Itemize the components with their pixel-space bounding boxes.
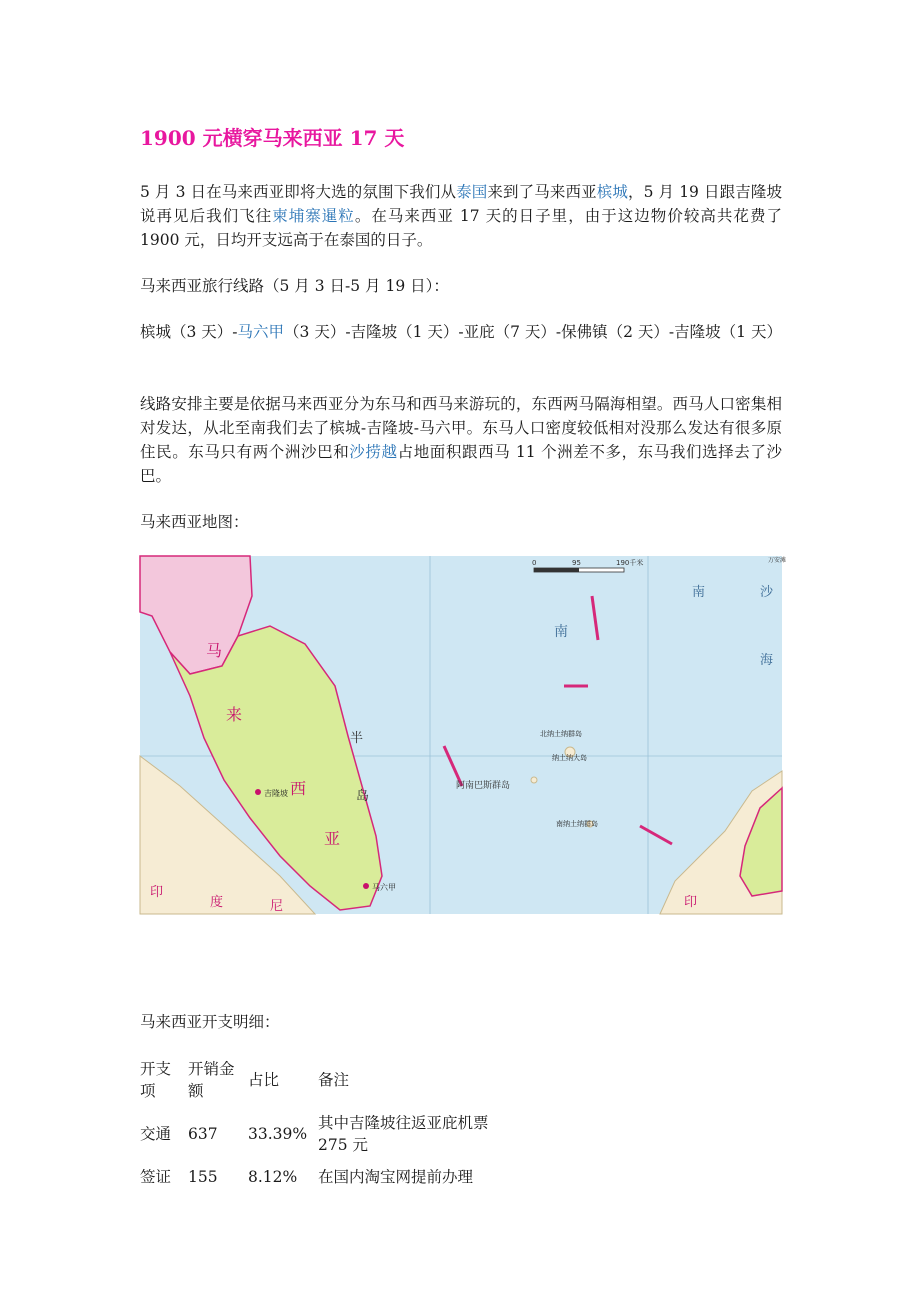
table-cell: 33.39% xyxy=(248,1125,308,1143)
map-scale-bar-fill xyxy=(534,568,579,572)
link-malacca[interactable]: 马六甲 xyxy=(237,323,285,341)
map-scale-95: 95 xyxy=(572,559,581,567)
intro-text-1: 5 月 3 日在马来西亚即将大选的氛围下我们从 xyxy=(140,183,457,201)
table-header-row xyxy=(140,1058,524,1112)
table-header-cell: 开支项 xyxy=(140,1060,172,1100)
table-cell: 其中吉隆坡往返亚庇机票 275 元 xyxy=(318,1114,489,1154)
map-region-label: 半 xyxy=(350,731,364,746)
link-penang[interactable]: 槟城 xyxy=(596,183,628,201)
table-cell: 在国内淘宝网提前办理 xyxy=(318,1168,474,1186)
map-country-label: 亚 xyxy=(324,829,341,848)
map-island-label: 阿南巴斯群岛 xyxy=(456,781,511,791)
page-title: 1900 元横穿马来西亚 17 天 xyxy=(140,126,405,150)
costs-heading: 马来西亚开支明细： xyxy=(140,1013,280,1031)
table-cell: 8.12% xyxy=(248,1168,298,1186)
plan-text-2: 占地面积跟西马 11 个洲差不多，东马我们选择去了沙巴。 xyxy=(140,443,782,485)
link-thailand[interactable]: 泰国 xyxy=(456,183,488,201)
map-city-dot xyxy=(363,883,369,889)
map-country-label: 西 xyxy=(290,779,307,798)
map-city-dot xyxy=(255,789,261,795)
link-sarawak[interactable]: 沙捞越 xyxy=(349,443,398,461)
map-city-label: 马六甲 xyxy=(372,883,396,892)
map-scale-0: 0 xyxy=(532,559,537,567)
intro-text-3: ，5 月 19 日跟吉隆坡说再见后我们飞往 xyxy=(140,183,782,225)
map-region-label: 岛 xyxy=(356,789,370,804)
route-text-2: （3 天）-吉隆坡（1 天）-亚庇（7 天）-保佛镇（2 天）-吉隆坡（1 天） xyxy=(284,323,782,341)
map-scale-190: 190千米 xyxy=(616,559,644,567)
intro-text-4: 。在马来西亚 17 天的日子里，由于这边物价较高共花费了 1900 元，日均开支远高于在泰国的日子。 xyxy=(140,207,782,249)
table-row xyxy=(140,1112,524,1166)
map-country-label: 印 xyxy=(684,895,698,910)
map-city-label: 吉隆坡 xyxy=(264,789,288,798)
table-header-cell: 占比 xyxy=(248,1071,280,1089)
table-cell: 签证 xyxy=(140,1168,172,1186)
table-header-cell: 备注 xyxy=(318,1071,350,1089)
route-paragraph xyxy=(140,320,782,344)
map-sea-label: 南 xyxy=(554,624,568,640)
intro-paragraph xyxy=(140,180,782,252)
map-country-label: 印 xyxy=(150,885,164,900)
map-country-label: 来 xyxy=(226,705,243,724)
plan-text-1: 线路安排主要是依据马来西亚分为东马和西马来游玩的，东西两马隔海相望。西马人口密集相对发达，从北至南我们去了槟城-吉隆坡-马六甲。东马人口密度较低相对没那么发达有很多原住民。东马只有两个洲沙巴和 xyxy=(140,395,782,461)
table-cell: 155 xyxy=(188,1168,218,1186)
table-cell: 637 xyxy=(188,1125,218,1143)
map-island-label: 纳土纳大岛 xyxy=(552,754,587,762)
map-country-label: 马 xyxy=(206,641,223,660)
map-sea-label: 沙 xyxy=(760,585,774,600)
intro-text-2: 来到了马来西亚 xyxy=(487,183,597,201)
plan-paragraph xyxy=(140,392,782,488)
map-heading: 马来西亚地图： xyxy=(140,513,249,531)
map-island-label: 南纳土纳群岛 xyxy=(556,820,598,828)
table-row xyxy=(140,1166,524,1198)
map-sea-label: 南 xyxy=(692,585,706,600)
costs-table xyxy=(140,1058,524,1198)
map-island-label: 北纳土纳群岛 xyxy=(540,730,582,738)
table-cell: 交通 xyxy=(140,1125,172,1143)
map-country-label: 尼 xyxy=(270,899,284,914)
link-siem-reap[interactable]: 柬埔寨暹粒 xyxy=(272,207,355,225)
table-header-cell: 开销金额 xyxy=(188,1060,235,1100)
route-text-1: 槟城（3 天）- xyxy=(140,323,238,341)
map-place-label: 万安滩 xyxy=(768,557,787,564)
map-island-anambas xyxy=(531,777,537,783)
malaysia-map xyxy=(140,556,787,914)
map-country-label: 度 xyxy=(210,895,224,910)
route-heading: 马来西亚旅行线路（5 月 3 日-5 月 19 日）： xyxy=(140,277,449,295)
map-sea-label: 海 xyxy=(760,653,774,668)
